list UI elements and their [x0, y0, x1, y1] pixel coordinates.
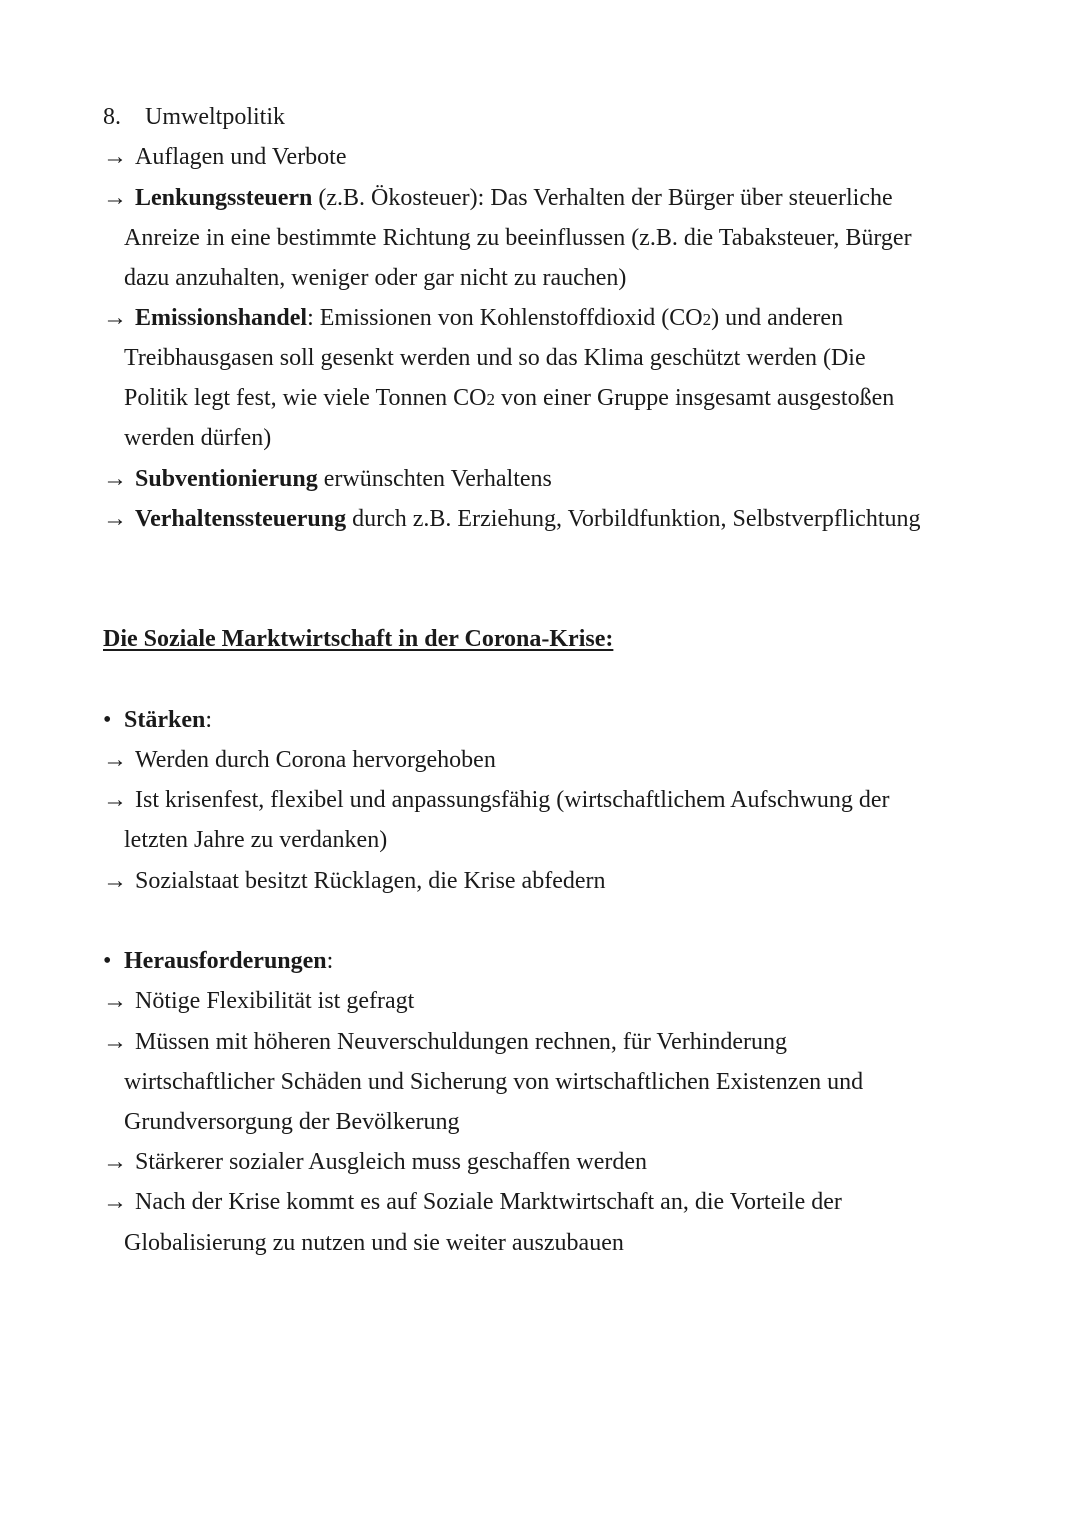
- bullet-icon: •: [103, 707, 112, 733]
- list-item-continuation: dazu anzuhalten, weniger oder gar nicht zu rauchen): [124, 265, 627, 291]
- section-8-title: [103, 102, 285, 132]
- arrow-icon: →: [103, 1189, 127, 1215]
- list-item: → Auflagen und Verbote: [103, 144, 347, 170]
- list-item-continuation: Grundversorgung der Bevölkerung: [124, 1109, 460, 1135]
- list-item-continuation: Politik legt fest, wie viele Tonnen CO2 von einer Gruppe insgesamt ausgestoßen: [124, 385, 895, 411]
- section-heading: Die Soziale Marktwirtschaft in der Corona-Krise:: [103, 626, 614, 652]
- list-item-continuation: Globalisierung zu nutzen und sie weiter auszubauen: [124, 1230, 624, 1256]
- list-item-continuation: Anreize in eine bestimmte Richtung zu beeinflussen (z.B. die Tabaksteuer, Bürger: [124, 225, 912, 251]
- list-item: → Nach der Krise kommt es auf Soziale Marktwirtschaft an, die Vorteile der: [103, 1189, 842, 1215]
- arrow-icon: →: [103, 144, 127, 170]
- section-title: Umweltpolitik: [145, 104, 285, 130]
- list-item: → Nötige Flexibilität ist gefragt: [103, 988, 415, 1014]
- list-item: → Sozialstaat besitzt Rücklagen, die Krise abfedern: [103, 868, 606, 894]
- list-item: → Stärkerer sozialer Ausgleich muss geschaffen werden: [103, 1149, 648, 1175]
- arrow-icon: →: [103, 185, 127, 211]
- term: Verhaltenssteuerung: [135, 506, 347, 532]
- arrow-icon: →: [103, 747, 127, 773]
- arrow-icon: →: [103, 1149, 127, 1175]
- list-item: → Emissionshandel: Emissionen von Kohlenstoffdioxid (CO2) und anderen: [103, 305, 844, 331]
- list-item-continuation: Treibhausgasen soll gesenkt werden und so das Klima geschützt werden (Die: [124, 345, 866, 371]
- arrow-icon: →: [103, 868, 127, 894]
- list-item-continuation: letzten Jahre zu verdanken): [124, 827, 388, 853]
- list-item: → Müssen mit höheren Neuverschuldungen rechnen, für Verhinderung: [103, 1029, 788, 1055]
- arrow-icon: →: [103, 787, 127, 813]
- term: Lenkungssteuern: [135, 185, 313, 211]
- list-item: → Werden durch Corona hervorgehoben: [103, 747, 496, 773]
- subscript: 2: [486, 390, 495, 409]
- list-item: → Ist krisenfest, flexibel und anpassungsfähig (wirtschaftlichem Aufschwung der: [103, 787, 890, 813]
- list-item-continuation: wirtschaftlicher Schäden und Sicherung von wirtschaftlichen Existenzen und: [124, 1069, 864, 1095]
- term: Emissionshandel: [135, 305, 308, 331]
- arrow-icon: →: [103, 305, 127, 331]
- arrow-icon: →: [103, 506, 127, 532]
- section-number: 8.: [103, 104, 121, 130]
- bullet-heading-challenges: • Herausforderungen:: [103, 948, 334, 974]
- list-item: → Subventionierung erwünschten Verhaltens: [103, 466, 552, 492]
- list-item: → Lenkungssteuern (z.B. Ökosteuer): Das Verhalten der Bürger über steuerliche: [103, 185, 893, 211]
- term: Subventionierung: [135, 466, 318, 492]
- list-item-continuation: werden dürfen): [124, 425, 272, 451]
- bullet-icon: •: [103, 948, 112, 974]
- arrow-icon: →: [103, 1029, 127, 1055]
- list-item: → Verhaltenssteuerung durch z.B. Erziehung, Vorbildfunktion, Selbstverpflichtung: [103, 506, 921, 532]
- arrow-icon: →: [103, 466, 127, 492]
- arrow-icon: →: [103, 988, 127, 1014]
- subscript: 2: [702, 310, 712, 329]
- bullet-heading-strengths: • Stärken:: [103, 707, 213, 733]
